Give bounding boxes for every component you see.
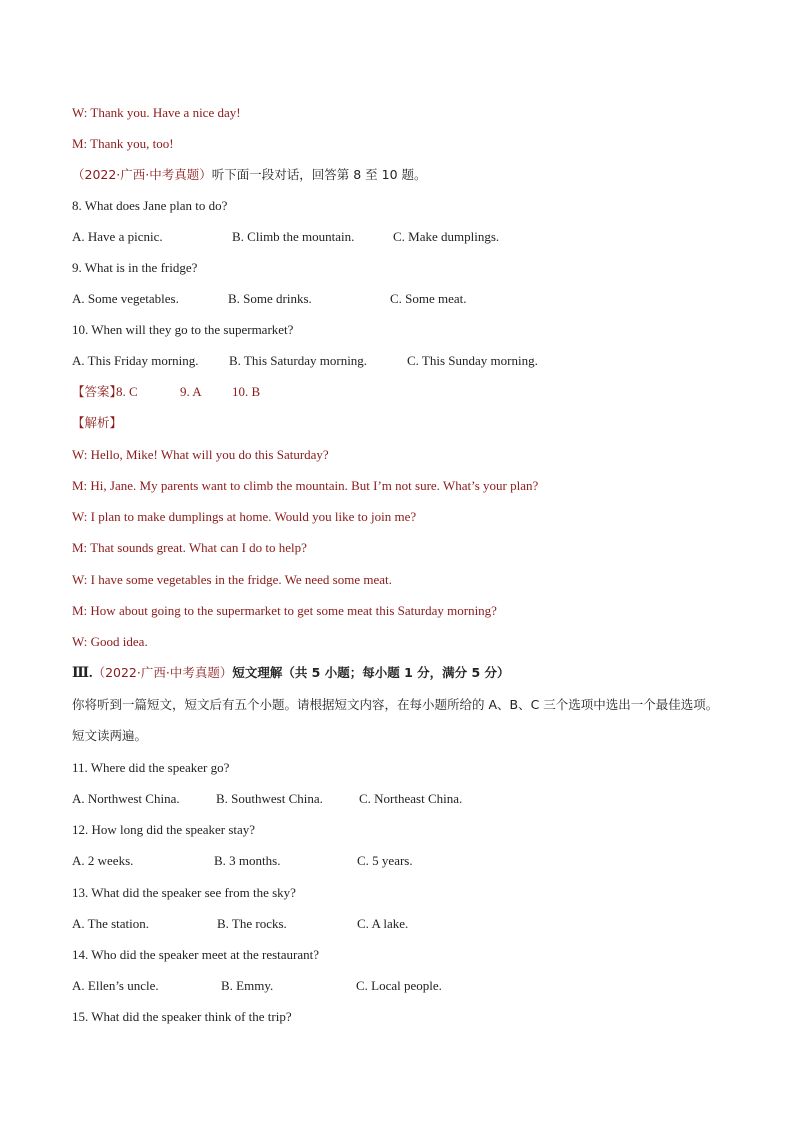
dialogue-line: M: Thank you, too! [72, 136, 174, 151]
options-row [72, 852, 732, 870]
answer-10: 10. B [232, 384, 261, 399]
question-stem: 8. What does Jane plan to do? [72, 198, 228, 213]
analysis-line: W: I plan to make dumplings at home. Would you like to join me? [72, 509, 417, 524]
option-b: B. Some drinks. [228, 291, 312, 306]
question-stem: 13. What did the speaker see from the sky? [72, 885, 296, 900]
question-source: （2022·广西·中考真题） [92, 665, 233, 680]
option-a: A. 2 weeks. [72, 853, 134, 868]
option-c: C. Some meat. [390, 291, 467, 306]
analysis-line: M: How about going to the supermarket to get some meat this Saturday morning? [72, 603, 497, 618]
option-a: A. Northwest China. [72, 791, 180, 806]
question-stem: 12. How long did the speaker stay? [72, 822, 256, 837]
option-b: B. Emmy. [221, 978, 274, 993]
option-a: A. This Friday morning. [72, 353, 199, 368]
options-row [72, 915, 732, 933]
section-intro [72, 166, 427, 184]
section-title: 短文理解（共 5 小题；每小题 1 分，满分 5 分） [232, 665, 510, 680]
question-source: （2022·广西·中考真题） [72, 167, 212, 182]
option-c: C. This Sunday morning. [407, 353, 538, 368]
option-a: A. The station. [72, 916, 150, 931]
option-a: A. Ellen’s uncle. [72, 978, 159, 993]
options-row [72, 977, 732, 995]
option-b: B. The rocks. [217, 916, 287, 931]
option-c: C. A lake. [357, 916, 409, 931]
question-stem: 10. When will they go to the supermarket? [72, 322, 294, 337]
option-a: A. Have a picnic. [72, 229, 163, 244]
option-b: B. Climb the mountain. [232, 229, 355, 244]
options-row [72, 352, 732, 370]
analysis-line: M: That sounds great. What can I do to help? [72, 540, 307, 555]
answer-row [72, 383, 732, 401]
analysis-line: W: Good idea. [72, 634, 148, 649]
question-stem: 11. Where did the speaker go? [72, 760, 230, 775]
question-stem: 15. What did the speaker think of the trip? [72, 1009, 292, 1024]
analysis-line: W: Hello, Mike! What will you do this Saturday? [72, 447, 329, 462]
section-heading [72, 664, 510, 683]
analysis-line: W: I have some vegetables in the fridge. We need some meat. [72, 572, 392, 587]
option-c: C. Local people. [356, 978, 442, 993]
option-b: B. Southwest China. [216, 791, 323, 806]
option-b: B. 3 months. [214, 853, 281, 868]
section-instruction: 你将听到一篇短文，短文后有五个小题。请根据短文内容，在每小题所给的 A、B、C 三个选项中选出一个最佳选项。短文读两遍。 [72, 697, 719, 743]
option-a: A. Some vegetables. [72, 291, 179, 306]
options-row [72, 290, 732, 308]
options-row [72, 228, 732, 246]
dialogue-line: W: Thank you. Have a nice day! [72, 105, 241, 120]
analysis-line: M: Hi, Jane. My parents want to climb the mountain. But I’m not sure. What’s your plan? [72, 478, 539, 493]
option-c: C. Northeast China. [359, 791, 463, 806]
question-stem: 14. Who did the speaker meet at the restaurant? [72, 947, 320, 962]
option-b: B. This Saturday morning. [229, 353, 368, 368]
answer-8: 8. C [116, 384, 138, 399]
question-stem: 9. What is in the fridge? [72, 260, 198, 275]
answer-label: 【答案】 [72, 384, 123, 399]
section-numeral: Ⅲ. [72, 666, 93, 681]
section-instruction: 听下面一段对话，回答第 8 至 10 题。 [211, 167, 427, 182]
analysis-label: 【解析】 [72, 415, 123, 430]
options-row [72, 790, 732, 808]
option-c: C. Make dumplings. [393, 229, 500, 244]
answer-9: 9. A [180, 384, 202, 399]
option-c: C. 5 years. [357, 853, 413, 868]
